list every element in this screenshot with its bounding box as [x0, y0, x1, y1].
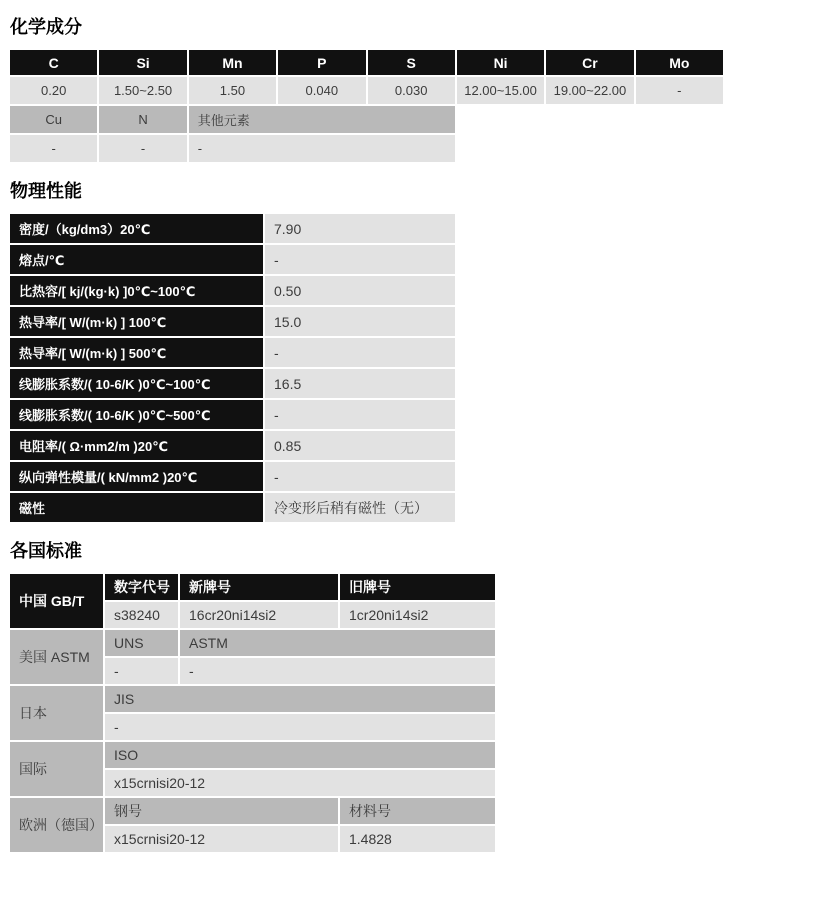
- chem-header-cell: Mn: [189, 50, 276, 75]
- phys-label-cell: 热导率/[ W/(m·k) ] 500℃: [10, 338, 263, 367]
- std-subheader-cell: 数字代号: [105, 574, 178, 600]
- phys-label-cell: 密度/（kg/dm3）20℃: [10, 214, 263, 243]
- phys-value-cell: 冷变形后稍有磁性（无）: [265, 493, 455, 522]
- chem-extra-header-cell: 其他元素: [189, 106, 455, 133]
- std-subheader-cell: 旧牌号: [340, 574, 495, 600]
- phys-value-cell: -: [265, 462, 455, 491]
- phys-value-cell: 16.5: [265, 369, 455, 398]
- national-standards-table: [10, 574, 495, 852]
- chem-extra-value-cell: -: [189, 135, 455, 162]
- chem-value-cell: 0.030: [368, 77, 455, 104]
- chem-header-cell: Mo: [636, 50, 723, 75]
- std-country-cell-usa: 美国 ASTM: [10, 630, 103, 684]
- phys-label-cell: 线膨胀系数/( 10-6/K )0℃~500℃: [10, 400, 263, 429]
- section-title-standards: 各国标准: [10, 541, 82, 561]
- phys-label-cell: 热导率/[ W/(m·k) ] 100℃: [10, 307, 263, 336]
- chem-value-cell: 1.50~2.50: [99, 77, 186, 104]
- spacer-cell: [457, 135, 723, 162]
- phys-label-cell: 磁性: [10, 493, 263, 522]
- physical-properties-table: [10, 214, 455, 522]
- std-subheader-cell: ISO: [105, 742, 495, 768]
- std-value-cell: -: [105, 714, 495, 740]
- phys-label-cell: 比热容/[ kj/(kg·k) ]0℃~100℃: [10, 276, 263, 305]
- std-value-cell: 16cr20ni14si2: [180, 602, 338, 628]
- phys-value-cell: 0.85: [265, 431, 455, 460]
- section-title-chemical: 化学成分: [10, 17, 82, 37]
- std-country-cell-japan: 日本: [10, 686, 103, 740]
- chem-value-cell: 0.040: [278, 77, 365, 104]
- std-subheader-cell: UNS: [105, 630, 178, 656]
- std-value-cell: -: [180, 658, 495, 684]
- std-subheader-cell: 材料号: [340, 798, 495, 824]
- chem-value-cell: -: [636, 77, 723, 104]
- chem-value-cell: 19.00~22.00: [546, 77, 633, 104]
- phys-value-cell: 7.90: [265, 214, 455, 243]
- phys-value-cell: 0.50: [265, 276, 455, 305]
- chem-header-cell: S: [368, 50, 455, 75]
- chemical-composition-section: [10, 16, 830, 162]
- chem-header-cell: C: [10, 50, 97, 75]
- chem-extra-header-cell: N: [99, 106, 186, 133]
- chem-extra-header-cell: Cu: [10, 106, 97, 133]
- std-value-cell: -: [105, 658, 178, 684]
- chem-value-cell: 1.50: [189, 77, 276, 104]
- phys-value-cell: -: [265, 338, 455, 367]
- spacer-cell: [457, 106, 723, 133]
- std-value-cell: 1.4828: [340, 826, 495, 852]
- national-standards-section: [10, 540, 830, 852]
- chem-extra-value-cell: -: [99, 135, 186, 162]
- std-value-cell: s38240: [105, 602, 178, 628]
- std-subheader-cell: JIS: [105, 686, 495, 712]
- phys-label-cell: 线膨胀系数/( 10-6/K )0℃~100℃: [10, 369, 263, 398]
- chem-header-cell: P: [278, 50, 365, 75]
- phys-value-cell: 15.0: [265, 307, 455, 336]
- std-country-cell-international: 国际: [10, 742, 103, 796]
- physical-properties-section: [10, 180, 830, 522]
- std-country-cell-europe: 欧洲（德国）: [10, 798, 103, 852]
- std-subheader-cell: ASTM: [180, 630, 495, 656]
- chemical-composition-table: [10, 50, 723, 162]
- section-title-physical: 物理性能: [10, 181, 82, 201]
- chem-value-cell: 12.00~15.00: [457, 77, 544, 104]
- phys-value-cell: -: [265, 245, 455, 274]
- chem-value-cell: 0.20: [10, 77, 97, 104]
- std-subheader-cell: 钢号: [105, 798, 338, 824]
- std-value-cell: x15crnisi20-12: [105, 826, 338, 852]
- chem-header-cell: Cr: [546, 50, 633, 75]
- phys-label-cell: 熔点/℃: [10, 245, 263, 274]
- chem-extra-value-cell: -: [10, 135, 97, 162]
- phys-label-cell: 纵向弹性模量/( kN/mm2 )20℃: [10, 462, 263, 491]
- chem-header-cell: Ni: [457, 50, 544, 75]
- phys-label-cell: 电阻率/( Ω·mm2/m )20℃: [10, 431, 263, 460]
- chem-header-cell: Si: [99, 50, 186, 75]
- std-subheader-cell: 新牌号: [180, 574, 338, 600]
- std-value-cell: x15crnisi20-12: [105, 770, 495, 796]
- phys-value-cell: -: [265, 400, 455, 429]
- std-country-cell-china: 中国 GB/T: [10, 574, 103, 628]
- std-value-cell: 1cr20ni14si2: [340, 602, 495, 628]
